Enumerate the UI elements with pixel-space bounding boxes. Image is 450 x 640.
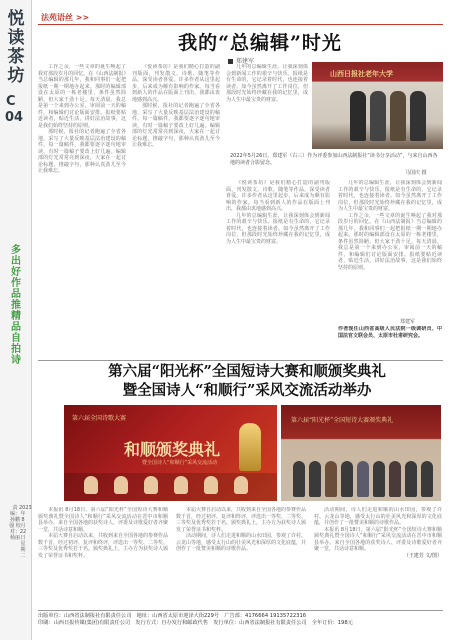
article-paragraph: 《悦读茶坊》是我们精心打造的副刊版面，刊发散文、诗歌、随笔等作品，深受读者喜爱。许多作者从这里起步，后来成为颇有影响的作家。每当看到新人的作品在版面上刊出，我都由衷地感到高兴。	[132, 64, 220, 103]
person-figure	[341, 461, 353, 497]
event-photo	[312, 62, 443, 149]
person-figure	[405, 461, 417, 497]
article-column-3-top	[226, 64, 308, 150]
page-number: 04	[5, 110, 24, 125]
person-figure	[309, 461, 321, 497]
article-paragraph: 几年的总编辑生涯，让我深刻体会到新闻工作的艰辛与快乐。报纸是有生命的，它记录着时代，也连接着读者。如今虽然离开了工作岗位，但那段时光始终珍藏在我的记忆里，成为人生中最宝贵的财富。	[226, 64, 308, 103]
author-bio: 作者现任山西省高级人民法院一级调研员、中国法官文联会员、太原市杜甫研究会。	[338, 326, 442, 339]
award-paragraph: 本届大赛自启动以来，共收到来自全国各地的参赛作品数千首，经过初评、复评和终评，评选出一等奖、二等奖、三等奖及优秀奖若干名。颁奖典礼上，主办方为获奖诗人颁发了荣誉证书和奖杯。	[38, 533, 168, 559]
award-column-3	[314, 507, 442, 607]
article-column-4	[338, 180, 442, 315]
section-divider	[38, 360, 443, 361]
section-letter: C	[6, 94, 16, 109]
award-paragraph: 本报讯 8月18日，第六届“阳光杯”全国短诗大赛和顺颁奖典礼暨全国诗人“和顺行”采风交流活动在晋中市和顺县举办。来自全国各地的获奖诗人、评委及诗歌爱好者齐聚一堂，共话诗意和顺。	[38, 507, 168, 533]
article-paragraph: 那时候，报社的记者跑遍了全省各地，采写了大量反映基层法治建设的稿件。每一篇稿件，我都要逐字逐句地审读，有时一篇稿子要改上好几遍。编辑部的灯光常常亮到深夜，大家在一起讨论标题、推敲字句，那种认真劲儿至今让我难忘。	[38, 129, 126, 174]
award-column-2	[176, 507, 306, 607]
award-credit: （王建芳 文/图）	[403, 552, 442, 559]
footer-line-1: 出版单位：山西省法制报社有限责任公司 地址：山西省太原市迎泽大街229号 广告部：4176664 19135722316	[38, 613, 307, 619]
article-signature: 郑建军	[400, 319, 416, 325]
footer-line-2: 印刷：山西日报传媒(集团)有限责任公司 发行方式：自办发行和邮政代售 发行单位：山西省法制报社有限责任公司 全年订价：198元	[38, 620, 353, 626]
person-figure	[370, 91, 386, 141]
section-slogan: 多出好作品 推精品 自拍诗	[11, 245, 21, 366]
award-headline	[52, 362, 442, 400]
page-title: 我的“总编辑”时光	[178, 32, 342, 54]
audience-head	[84, 476, 98, 494]
article-column-2	[132, 64, 220, 354]
article-paragraph: 《悦读茶坊》是我们精心打造的副刊版面，刊发散文、诗歌、随笔等作品，深受读者喜爱。许多作者从这里起步，后来成为颇有影响的作家。每当看到新人的作品在版面上刊出，我都由衷地感到高兴。	[226, 180, 330, 212]
award-headline-line2: 暨全国诗人“和顺行”采风交流活动举办	[122, 382, 372, 399]
award-column-1	[38, 507, 168, 607]
column-label: 法苑语丝 >>	[41, 13, 90, 22]
photo-banner: 山西日报社老年大学	[330, 69, 393, 78]
person-figure	[357, 461, 369, 497]
person-figure	[325, 461, 337, 497]
person-figure	[350, 91, 366, 141]
article-paragraph: 那时候，报社的记者跑遍了全省各地，采写了大量反映基层法治建设的稿件。每一篇稿件，我都要逐字逐句地审读，有时一篇稿子要改上好几遍。编辑部的灯光常常亮到深夜，大家在一起讨论标题、推敲字句，那种认真劲儿至今让我难忘。	[132, 103, 220, 148]
award-paragraph: 活动期间，诗人们走进和顺的山水田园，参观了许村、云龙山等地，感受太行山的壮美风光和深厚的文化底蕴，并创作了一批赞美和顺的诗歌作品。	[314, 507, 442, 526]
header-rule	[38, 24, 443, 25]
article-paragraph: 几年的总编辑生涯，让我深刻体会到新闻工作的艰辛与快乐。报纸是有生命的，它记录着时代，也连接着读者。如今虽然离开了工作岗位，但那段时光始终珍藏在我的记忆里，成为人生中最宝贵的财富。	[226, 212, 330, 245]
person-figure	[421, 461, 433, 497]
person-figure	[390, 91, 406, 141]
editor-credit: 责编：孙鹏强 校对：杨丽	[9, 505, 21, 541]
poster-top-text: 第六届全国诗歌大赛	[72, 415, 127, 422]
byline-author: 郑建军	[236, 58, 255, 65]
article-paragraph: 工作之余，一些文章的诞生唤起了我对那段岁月的回忆。在《山西法制报》当总编辑的那几年，我和同事们一起把报纸一期一期地办起来。那时的编辑部设在太原的一栋老楼里，条件虽然简陋，但大家干劲十足。每天清晨，我总是第一个来到办公室，审阅前一天的稿件，和编辑们讨论版面安排。报纸要贴近读者，贴近生活，讲好法治故事，这是我们始终坚持的原则。	[38, 64, 126, 129]
person-figure	[293, 461, 305, 497]
page-sidebar	[0, 0, 32, 640]
photo-credit: 马国庆 摄	[405, 170, 427, 176]
audience-head	[204, 476, 218, 494]
article-paragraph: 工作之余，一些文章的诞生唤起了我对那段岁月的回忆。在《山西法制报》当总编辑的那几年，我和同事们一起把报纸一期一期地办起来。那时的编辑部设在太原的一栋老楼里，条件虽然简陋，但大家干劲十足。每天清晨，我总是第一个来到办公室，审阅前一天的稿件，和编辑们讨论版面安排。报纸要贴近读者，贴近生活，讲好法治故事，这是我们始终坚持的原则。	[338, 212, 442, 271]
issue-date: 2023年8月22日 星期二	[19, 505, 32, 559]
award-paragraph: 活动期间，诗人们走进和顺的山水田园，参观了许村、云龙山等地，感受太行山的壮美风光和深厚的文化底蕴，并创作了一批赞美和顺的诗歌作品。	[176, 533, 306, 552]
person-figure	[373, 461, 385, 497]
award-poster-image	[64, 405, 277, 501]
page-footer	[38, 610, 443, 627]
article-paragraph: 几年的总编辑生涯，让我深刻体会到新闻工作的艰辛与快乐。报纸是有生命的，它记录着时代，也连接着读者。如今虽然离开了工作岗位，但那段时光始终珍藏在我的记忆里，成为人生中最宝贵的财富。	[338, 180, 442, 212]
article-column-3	[226, 180, 330, 354]
award-paragraph: 本报讯 8月18日，第六届“阳光杯”全国短诗大赛和顺颁奖典礼暨全国诗人“和顺行”采风交流活动在晋中市和顺县举办。来自全国各地的获奖诗人、评委及诗歌爱好者齐聚一堂，共话诗意和顺。	[314, 526, 442, 552]
poster-subtitle: 暨全国诗人“和顺行”采风交流活动	[142, 460, 218, 466]
audience-head	[234, 476, 248, 494]
award-headline-line1: 第六届“阳光杯”全国短诗大赛和顺颁奖典礼	[108, 363, 386, 380]
poster-title: 和顺颁奖典礼	[124, 440, 221, 459]
audience-head	[114, 476, 128, 494]
section-title: 悦读茶坊	[7, 9, 25, 86]
group-photo-banner: 第六届“阳光杯”全国短诗大赛颁奖典礼	[291, 417, 394, 424]
person-figure	[389, 461, 401, 497]
article-column-1	[38, 64, 126, 354]
person-figure	[410, 91, 426, 141]
audience-head	[174, 476, 188, 494]
trophy-icon	[239, 423, 261, 471]
group-photo	[281, 405, 441, 501]
award-paragraph: 本届大赛自启动以来，共收到来自全国各地的参赛作品数千首，经过初评、复评和终评，评选出一等奖、二等奖、三等奖及优秀奖若干名。颁奖典礼上，主办方为获奖诗人颁发了荣誉证书和奖杯。	[176, 507, 306, 533]
photo-caption: 2022年5月26日，郑建军（右三）作为评委参加山西法制报社“读书分享活动”，与来自山西各地的读者合影留念。	[230, 153, 438, 166]
audience-head	[144, 476, 158, 494]
